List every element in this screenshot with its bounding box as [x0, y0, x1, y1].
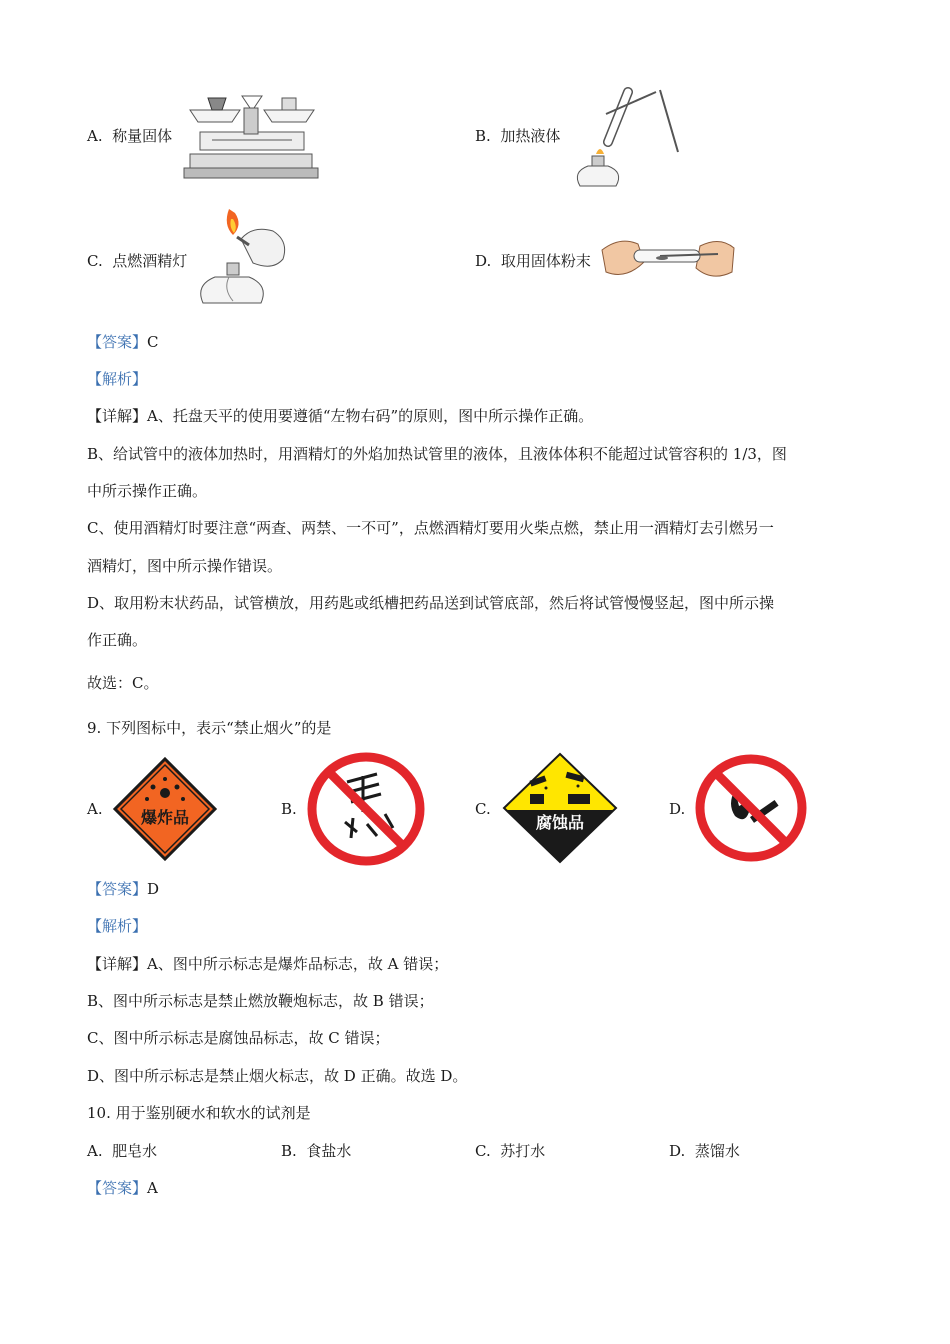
- q10-option-b: B. 食盐水: [281, 1142, 352, 1160]
- q9-option-d-letter: D.: [669, 800, 686, 818]
- q8-option-c: C. 点燃酒精灯: [87, 252, 188, 270]
- q8-detail-line-1: 【详解】A、托盘天平的使用要遵循“左物右码”的原则，图中所示操作正确。: [87, 407, 594, 425]
- q8-analysis-tag: 【解析】: [87, 370, 148, 388]
- powder-test-tube-illustration: [600, 232, 738, 284]
- q10-answer: 【答案】A: [87, 1179, 158, 1197]
- q9-option-b-letter: B.: [281, 800, 297, 818]
- q8-detail-line-6: D、取用粉末状药品，试管横放，用药匙或纸槽把药品送到试管底部，然后将试管慢慢竖起，图中所示操: [87, 594, 775, 612]
- q8-answer: 【答案】C: [87, 333, 159, 351]
- balance-illustration: [182, 88, 322, 180]
- q9-option-a-letter: A.: [87, 800, 103, 818]
- q10-question: 10. 用于鉴别硬水和软水的试剂是: [87, 1104, 311, 1122]
- q10-option-a: A. 肥皂水: [87, 1142, 158, 1160]
- q9-detail-line-2: B、图中所示标志是禁止燃放鞭炮标志，故 B 错误；: [87, 992, 434, 1010]
- explosive-sign: [113, 757, 217, 861]
- q8-detail-line-7: 作正确。: [87, 631, 148, 649]
- q10-option-c: C. 苏打水: [475, 1142, 546, 1160]
- q9-answer: 【答案】D: [87, 880, 160, 898]
- q8-detail-line-3: 中所示操作正确。: [87, 482, 208, 500]
- heating-liquid-illustration: [568, 82, 683, 190]
- q9-detail-line-4: D、图中所示标志是禁止烟火标志，故 D 正确。故选 D。: [87, 1067, 468, 1085]
- corrosive-sign: [502, 752, 618, 864]
- no-firecrackers-sign: [307, 752, 425, 866]
- q8-conclusion: 故选：C。: [87, 674, 159, 692]
- q8-detail-line-4: C、使用酒精灯时要注意“两查、两禁、一不可”，点燃酒精灯要用火柴点燃，禁止用一酒精灯去引燃另一: [87, 519, 774, 537]
- explosive-sign-label: 爆炸品: [140, 808, 190, 827]
- q9-detail-line-1: 【详解】A、图中所示标志是爆炸品标志，故 A 错误；: [87, 955, 449, 973]
- lighting-alcohol-lamp-illustration: [193, 205, 293, 307]
- q9-option-c-letter: C.: [475, 800, 491, 818]
- q8-detail-line-5: 酒精灯，图中所示操作错误。: [87, 557, 283, 575]
- q8-option-b: B. 加热液体: [475, 127, 561, 145]
- no-fire-sign: [695, 754, 807, 862]
- corrosive-sign-label: 腐蚀品: [535, 813, 585, 832]
- q8-option-a: A. 称量固体: [87, 127, 173, 145]
- q9-analysis-tag: 【解析】: [87, 917, 148, 935]
- q10-option-d: D. 蒸馏水: [669, 1142, 740, 1160]
- q8-detail-line-2: B、给试管中的液体加热时，用酒精灯的外焰加热试管里的液体，且液体体积不能超过试管容积的 1/3，图: [87, 445, 787, 463]
- q9-question: 9. 下列图标中，表示“禁止烟火”的是: [87, 719, 332, 737]
- q8-option-d: D. 取用固体粉末: [475, 252, 591, 270]
- q9-detail-line-3: C、图中所示标志是腐蚀品标志，故 C 错误；: [87, 1029, 390, 1047]
